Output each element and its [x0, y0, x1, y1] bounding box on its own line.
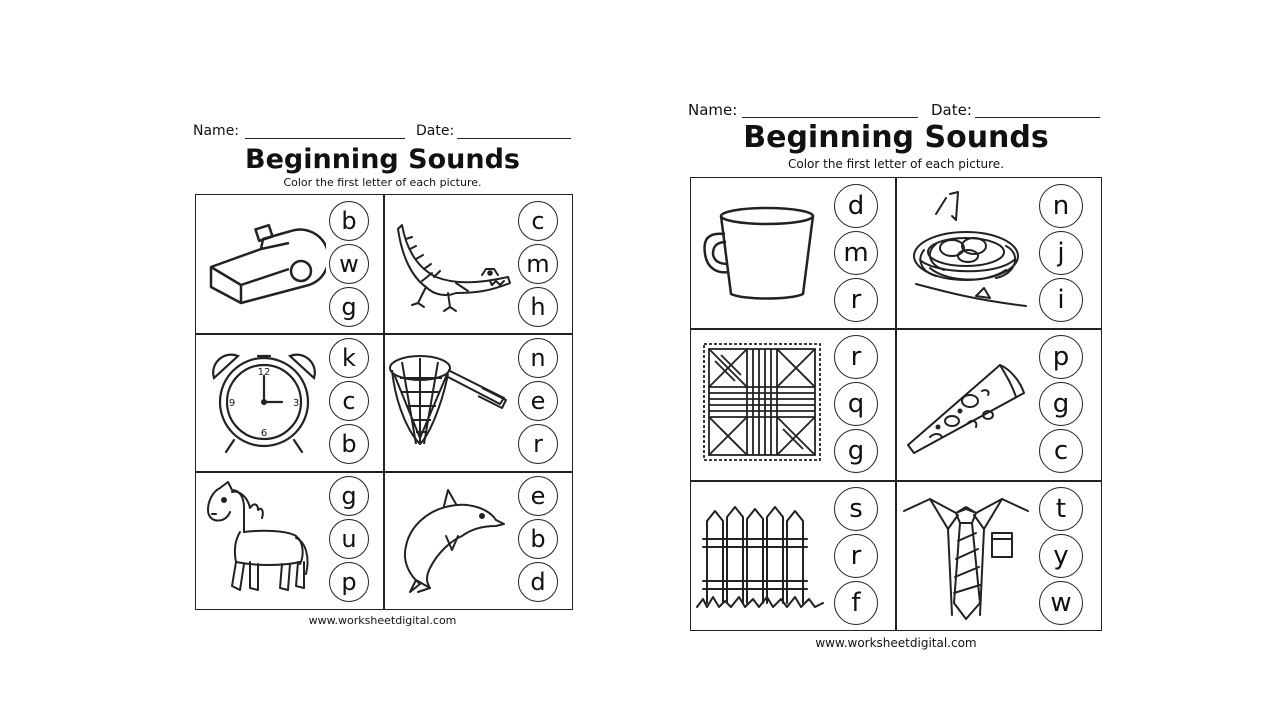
tie-icon: [900, 485, 1035, 625]
picture-cell-net: [384, 334, 572, 471]
letter-option[interactable]: g: [834, 429, 878, 473]
letter-option[interactable]: m: [834, 231, 878, 275]
letter-option[interactable]: r: [834, 534, 878, 578]
picture-cell-pizza: [896, 329, 1101, 480]
picture-cell-alligator: [384, 195, 572, 333]
instruction-text: Color the first letter of each picture.: [283, 176, 482, 189]
letter-option[interactable]: u: [329, 519, 369, 559]
letter-option[interactable]: b: [329, 424, 369, 464]
letter-option[interactable]: i: [1039, 278, 1083, 322]
letter-option[interactable]: g: [1039, 382, 1083, 426]
letter-option[interactable]: m: [518, 244, 558, 284]
svg-text:9: 9: [228, 398, 236, 409]
picture-cell-dolphin: [384, 472, 572, 609]
name-line: [245, 138, 405, 139]
letter-option[interactable]: e: [518, 476, 558, 516]
letter-option[interactable]: d: [518, 562, 558, 602]
letter-option[interactable]: g: [329, 287, 369, 327]
quilt-icon: [701, 341, 823, 463]
picture-grid: [690, 177, 1102, 631]
dolphin-icon: [392, 480, 507, 600]
letter-option[interactable]: f: [834, 581, 878, 625]
letter-option[interactable]: g: [329, 476, 369, 516]
letter-option[interactable]: c: [1039, 429, 1083, 473]
alarm-clock-icon: [204, 348, 324, 458]
date-line: [975, 117, 1100, 118]
letter-option[interactable]: e: [518, 381, 558, 421]
letter-option[interactable]: y: [1039, 534, 1083, 578]
letter-option[interactable]: p: [329, 562, 369, 602]
footer-url: www.worksheetdigital.com: [308, 614, 457, 627]
picture-cell-mug: [691, 178, 895, 328]
picture-cell-tie: [896, 481, 1101, 631]
picture-cell-alarm-clock: [196, 334, 383, 471]
name-label: Name:: [193, 123, 240, 139]
picture-cell-fence: [691, 481, 895, 631]
alligator-icon: [386, 217, 516, 317]
letter-option[interactable]: w: [1039, 581, 1083, 625]
letter-option[interactable]: r: [834, 278, 878, 322]
letter-option[interactable]: w: [329, 244, 369, 284]
letter-option[interactable]: q: [834, 382, 878, 426]
date-label: Date:: [416, 123, 455, 139]
name-label: Name:: [688, 101, 738, 119]
picture-grid: [195, 194, 573, 610]
letter-option[interactable]: n: [518, 338, 558, 378]
worksheet-title: Beginning Sounds: [743, 120, 1049, 155]
svg-text:6: 6: [260, 428, 268, 439]
svg-text:12: 12: [257, 367, 271, 378]
date-line: [457, 138, 571, 139]
letter-option[interactable]: j: [1039, 231, 1083, 275]
whistle-icon: [201, 215, 326, 315]
letter-option[interactable]: r: [834, 335, 878, 379]
picture-cell-horse: [196, 472, 383, 609]
letter-option[interactable]: c: [329, 381, 369, 421]
svg-text:3: 3: [292, 398, 300, 409]
horse-icon: [200, 478, 315, 603]
fence-icon: [695, 503, 827, 613]
net-icon: [386, 348, 516, 458]
nest-icon: [906, 190, 1031, 315]
letter-option[interactable]: n: [1039, 184, 1083, 228]
worksheet-1: [190, 118, 575, 633]
letter-option[interactable]: k: [329, 338, 369, 378]
letter-option[interactable]: p: [1039, 335, 1083, 379]
letter-option[interactable]: s: [834, 487, 878, 531]
letter-option[interactable]: h: [518, 287, 558, 327]
letter-option[interactable]: d: [834, 184, 878, 228]
worksheet-2: [686, 96, 1106, 656]
pizza-icon: [900, 361, 1030, 461]
name-line: [742, 117, 918, 118]
footer-url: www.worksheetdigital.com: [815, 636, 977, 650]
mug-icon: [699, 204, 819, 304]
letter-option[interactable]: b: [518, 519, 558, 559]
picture-cell-whistle: [196, 195, 383, 333]
instruction-text: Color the first letter of each picture.: [787, 157, 1005, 171]
letter-option[interactable]: r: [518, 424, 558, 464]
picture-cell-quilt: [691, 329, 895, 480]
picture-cell-nest: [896, 178, 1101, 328]
date-label: Date:: [931, 101, 972, 119]
letter-option[interactable]: b: [329, 201, 369, 241]
worksheet-title: Beginning Sounds: [245, 144, 520, 175]
letter-option[interactable]: c: [518, 201, 558, 241]
letter-option[interactable]: t: [1039, 487, 1083, 531]
